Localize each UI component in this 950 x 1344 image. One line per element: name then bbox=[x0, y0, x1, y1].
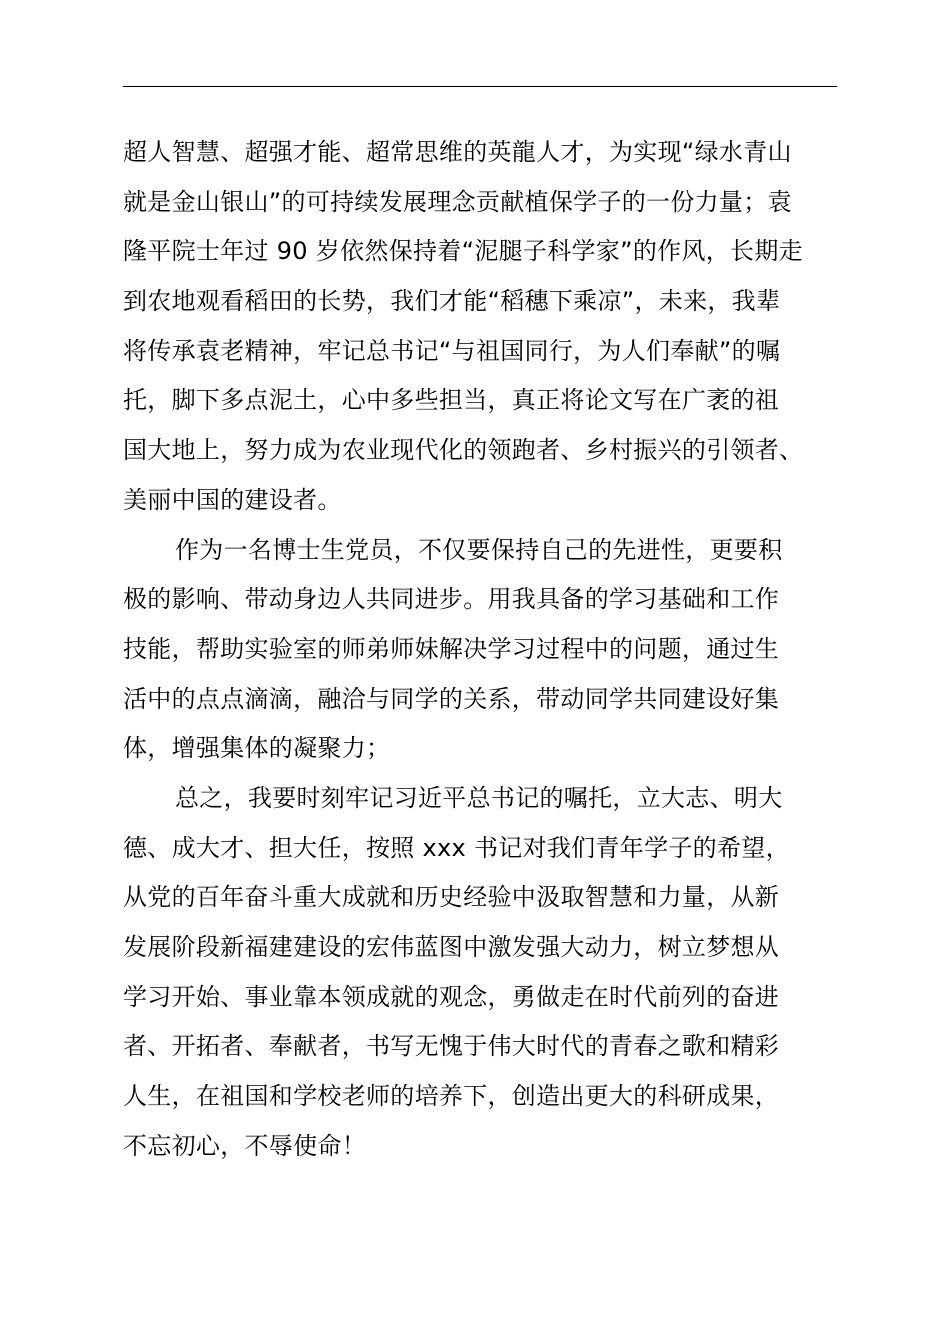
text-line: 发展阶段新福建建设的宏伟蓝图中激发强大动力，树立梦想从 bbox=[123, 933, 780, 961]
document-body bbox=[123, 128, 853, 1171]
text-line: 超人智慧、超强才能、超常思维的英龍人才，为实现“绿水青山 bbox=[123, 138, 792, 166]
text-line: 学习开始、事业靠本领成就的观念，勇做走在时代前列的奋进 bbox=[123, 982, 780, 1011]
text-line: 托，脚下多点泥土，心中多些担当，真正将论文写在广袤的祖 bbox=[123, 386, 780, 415]
text-line: 就是金山银山”的可持续发展理念贡献植保学子的一份力量；袁 bbox=[123, 187, 792, 216]
header-rule bbox=[123, 86, 837, 87]
text-line: 德、成大才、担大任，按照 xxx 书记对我们青年学子的希望， bbox=[123, 833, 790, 862]
paragraph-first-line: 作为一名博士生党员，不仅要保持自己的先进性，更要积 bbox=[175, 535, 783, 564]
text-line: 到农地观看稻田的长势，我们才能“稻穗下乘凉”，未来，我辈 bbox=[123, 287, 781, 316]
text-line: 从党的百年奋斗重大成就和历史经验中汲取智慧和力量，从新 bbox=[123, 883, 780, 912]
text-line: 隆平院士年过 90 岁依然保持着“泥腿子科学家”的作风，长期走 bbox=[123, 237, 803, 266]
text-line: 体，增强集体的凝聚力； bbox=[123, 734, 391, 763]
text-line: 将传承袁老精神，牢记总书记“与祖国同行，为人们奉献”的嘱 bbox=[123, 336, 781, 365]
text-line: 活中的点点滴滴，融洽与同学的关系，带动同学共同建设好集 bbox=[123, 684, 780, 713]
text-line: 极的影响、带动身边人共同进步。用我具备的学习基础和工作 bbox=[123, 585, 780, 614]
text-line: 技能，帮助实验室的师弟师妹解决学习过程中的问题，通过生 bbox=[123, 634, 780, 663]
text-line: 美丽中国的建设者。 bbox=[123, 485, 342, 514]
text-line: 国大地上，努力成为农业现代化的领跑者、乡村振兴的引领者、 bbox=[123, 436, 804, 465]
text-line: 人生，在祖国和学校老师的培养下，创造出更大的科研成果， bbox=[123, 1082, 780, 1111]
paragraph-first-line: 总之，我要时刻牢记习近平总书记的嘱托，立大志、明大 bbox=[175, 783, 783, 812]
text-line: 者、开拓者、奉献者，书写无愧于伟大时代的青春之歌和精彩 bbox=[123, 1032, 780, 1061]
text-line: 不忘初心，不辱使命！ bbox=[123, 1131, 366, 1160]
